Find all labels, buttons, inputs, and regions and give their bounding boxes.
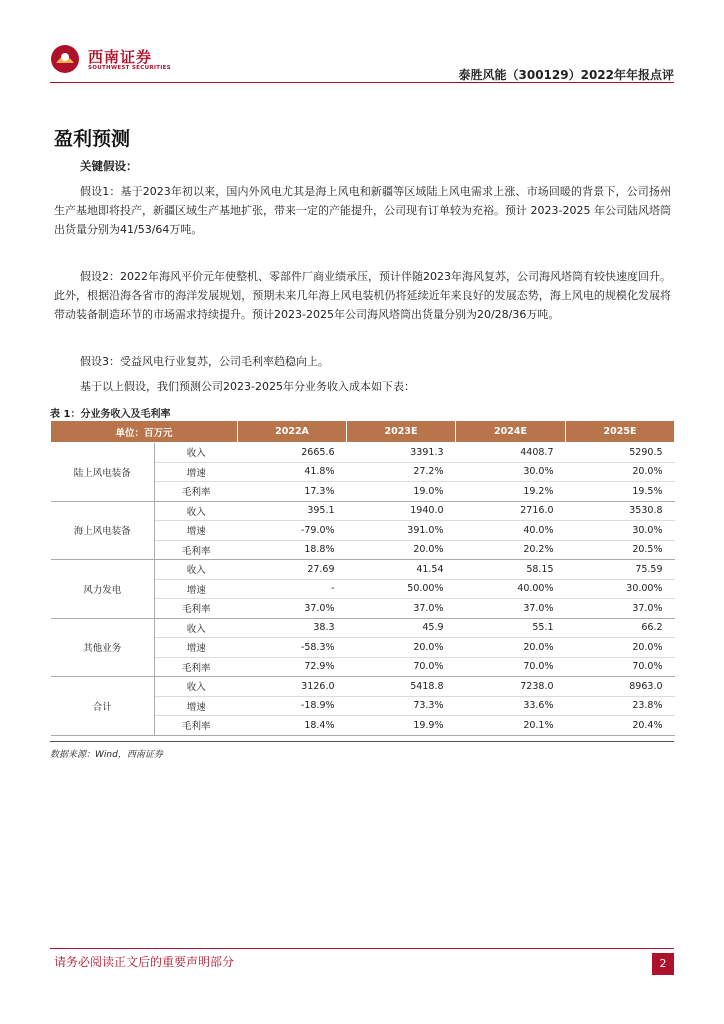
table-cell: -18.9% [238, 696, 347, 716]
table-row [51, 443, 675, 463]
col-header-2024e: 2024E [456, 421, 566, 443]
table-cell: -79.0% [238, 521, 347, 541]
table-cell: 3391.3 [347, 443, 456, 463]
col-header-2025e: 2025E [566, 421, 675, 443]
metric-label: 毛利率 [155, 482, 238, 502]
table-cell: 3126.0 [238, 677, 347, 697]
table-cell: 20.0% [456, 638, 566, 658]
segment-name: 其他业务 [51, 618, 155, 677]
table-cell: 73.3% [347, 696, 456, 716]
metric-label: 毛利率 [155, 716, 238, 736]
assumption-1: 假设1：基于2023年初以来，国内外风电尤其是海上风电和新疆等区域陆上风电需求上涨、市场回暖的背景下，公司扬州生产基地即将投产，新疆区域生产基地扩张，带来一定的产能提升，公司现有订单较为充裕。预计 2023-2025 年公司陆风塔筒出货量分别为41/53/64万吨。 [54, 185, 671, 236]
table-cell: 37.0% [347, 599, 456, 619]
table-cell: 20.0% [347, 638, 456, 658]
company-logo-icon [50, 44, 80, 74]
metric-label: 毛利率 [155, 540, 238, 560]
table-cell: 30.0% [566, 521, 675, 541]
table-cell: 40.00% [456, 579, 566, 599]
table-cell: 27.2% [347, 462, 456, 482]
table-cell: 40.0% [456, 521, 566, 541]
section-title: 盈利预测 [54, 128, 131, 150]
table-cell: 18.8% [238, 540, 347, 560]
metric-label: 增速 [155, 696, 238, 716]
metric-label: 收入 [155, 443, 238, 463]
table-cell: 1940.0 [347, 501, 456, 521]
table-row [51, 501, 675, 521]
metric-label: 毛利率 [155, 657, 238, 677]
table-cell: 72.9% [238, 657, 347, 677]
table-row [51, 677, 675, 697]
table-cell: 70.0% [347, 657, 456, 677]
table-cell: 2716.0 [456, 501, 566, 521]
table-cell: 19.9% [347, 716, 456, 736]
metric-label: 增速 [155, 579, 238, 599]
table-cell: 20.1% [456, 716, 566, 736]
table-cell: - [238, 579, 347, 599]
table-cell: 70.0% [566, 657, 675, 677]
metric-label: 收入 [155, 501, 238, 521]
data-source: 数据来源：Wind，西南证券 [50, 750, 163, 760]
table-cell: 8963.0 [566, 677, 675, 697]
table-cell: 27.69 [238, 560, 347, 580]
table-cell: 50.00% [347, 579, 456, 599]
table-cell: 23.8% [566, 696, 675, 716]
table-cell: 37.0% [238, 599, 347, 619]
table-title: 表 1：分业务收入及毛利率 [50, 409, 171, 420]
table-row [51, 560, 675, 580]
metric-label: 增速 [155, 521, 238, 541]
table-row [51, 618, 675, 638]
metric-label: 收入 [155, 618, 238, 638]
page-number: 2 [652, 953, 674, 975]
table-cell: 395.1 [238, 501, 347, 521]
metric-label: 收入 [155, 677, 238, 697]
table-cell: 20.5% [566, 540, 675, 560]
table-cell: 18.4% [238, 716, 347, 736]
segment-name: 合计 [51, 677, 155, 736]
forecast-intro: 基于以上假设，我们预测公司2023-2025年分业务收入成本如下表： [80, 380, 415, 393]
metric-label: 收入 [155, 560, 238, 580]
table-cell: 20.4% [566, 716, 675, 736]
table-cell: 30.00% [566, 579, 675, 599]
table-cell: 20.0% [566, 638, 675, 658]
table-cell: 5418.8 [347, 677, 456, 697]
unit-header: 单位：百万元 [51, 421, 238, 443]
table-cell: 391.0% [347, 521, 456, 541]
table-cell: 45.9 [347, 618, 456, 638]
assumption-2: 假设2：2022年海风平价元年使整机、零部件厂商业绩承压，预计伴随2023年海风复苏，公司海风塔筒有较快速度回升。此外，根据沿海各省市的海洋发展规划，预期未来几年海上风电装机仍将延续近年来良好的发展态势，海上风电的规模化发展将带动装备制造环节的市场需求持续提升。预计2023-2025年公司海风塔筒出货量分别为20/28/36万吨。 [54, 270, 671, 321]
segment-name: 风力发电 [51, 560, 155, 619]
table-cell: 38.3 [238, 618, 347, 638]
footer-divider [50, 948, 674, 949]
table-cell: 58.15 [456, 560, 566, 580]
logo-subtitle: SOUTHWEST SECURITIES [88, 65, 171, 71]
table-cell: 5290.5 [566, 443, 675, 463]
table-cell: -58.3% [238, 638, 347, 658]
table-cell: 19.0% [347, 482, 456, 502]
table-cell: 19.5% [566, 482, 675, 502]
segment-name: 海上风电装备 [51, 501, 155, 560]
table-header-row [51, 421, 675, 443]
col-header-2022a: 2022A [238, 421, 347, 443]
table-cell: 3530.8 [566, 501, 675, 521]
disclaimer-note: 请务必阅读正文后的重要声明部分 [54, 955, 235, 969]
table-cell: 20.0% [347, 540, 456, 560]
table-cell: 41.54 [347, 560, 456, 580]
table-cell: 7238.0 [456, 677, 566, 697]
segment-name: 陆上风电装备 [51, 443, 155, 502]
table-cell: 30.0% [456, 462, 566, 482]
revenue-margin-table [50, 420, 675, 736]
key-assumptions-title: 关键假设： [80, 159, 138, 173]
metric-label: 毛利率 [155, 599, 238, 619]
report-title: 泰胜风能（300129）2022年年报点评 [458, 68, 674, 82]
table-cell: 66.2 [566, 618, 675, 638]
page-header [0, 0, 724, 90]
table-cell: 55.1 [456, 618, 566, 638]
table-cell: 37.0% [456, 599, 566, 619]
table-cell: 37.0% [566, 599, 675, 619]
logo-text: 西南证券 [88, 48, 153, 66]
assumption-3: 假设3：受益风电行业复苏，公司毛利率趋稳向上。 [80, 355, 329, 368]
metric-label: 增速 [155, 462, 238, 482]
col-header-2023e: 2023E [347, 421, 456, 443]
table-cell: 33.6% [456, 696, 566, 716]
table-cell: 17.3% [238, 482, 347, 502]
table-cell: 41.8% [238, 462, 347, 482]
table-cell: 4408.7 [456, 443, 566, 463]
table-cell: 70.0% [456, 657, 566, 677]
table-cell: 75.59 [566, 560, 675, 580]
metric-label: 增速 [155, 638, 238, 658]
table-cell: 2665.6 [238, 443, 347, 463]
table-cell: 20.0% [566, 462, 675, 482]
table-cell: 19.2% [456, 482, 566, 502]
table-cell: 20.2% [456, 540, 566, 560]
header-divider [50, 82, 674, 83]
